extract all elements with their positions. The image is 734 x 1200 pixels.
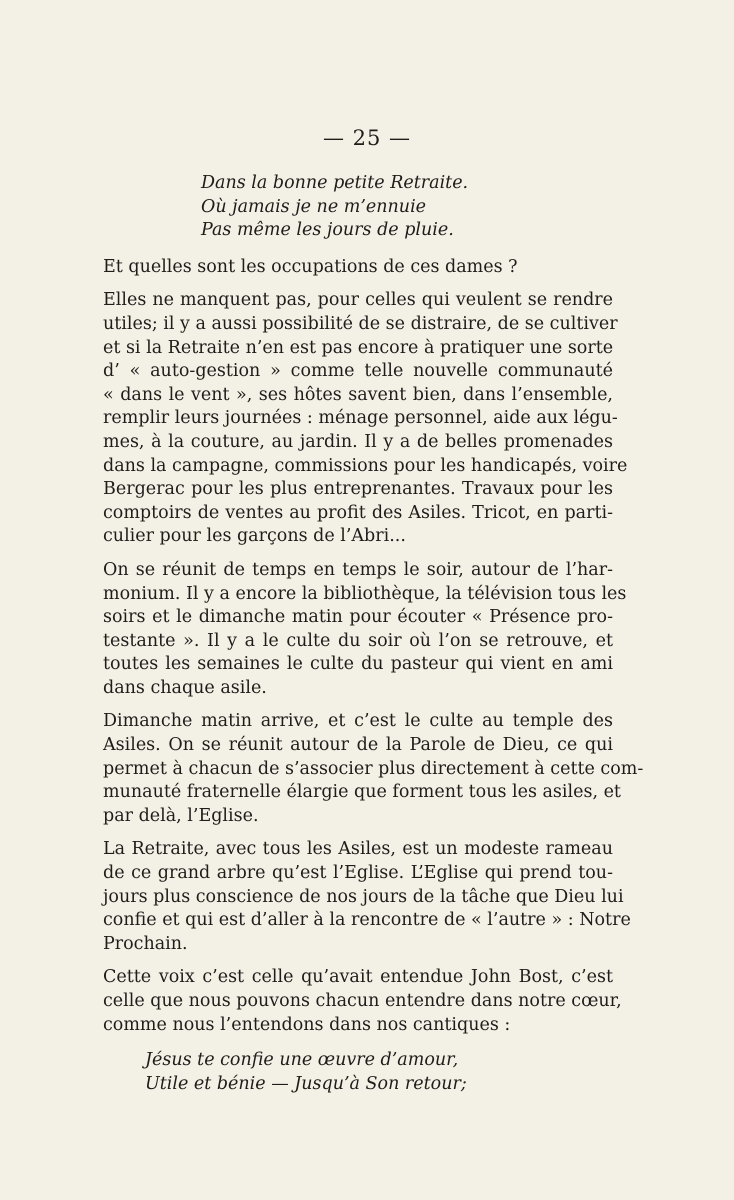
text-line: dans la campagne, commissions pour les handicapés, voire [103,455,628,476]
text-line: utiles; il y a aussi possibilité de se distraire, de se cultiver [103,313,618,334]
text-line: jours plus conscience de nos jours de la tâche que Dieu lui [103,886,624,907]
text-line: Et quelles sont les occupations de ces dames ? [103,256,518,277]
text-line: munauté fraternelle élargie que forment tous les asiles, et [103,782,621,803]
text-line: et si la Retraite n’en est pas encore à pratiquer une sorte [103,337,614,358]
verse-bottom [103,1049,613,1096]
paragraph [103,966,622,1037]
text-line: soirs et le dimanche matin pour écouter « Présence pro- [103,607,613,628]
paragraph [103,256,613,280]
text-line: toutes les semaines le culte du pasteur qui vient en ami [103,654,613,675]
text-line: La Retraite, avec tous les Asiles, est un modeste rameau [103,839,613,860]
text-line: Cette voix c’est celle qu’avait entendue John Bost, c’est [103,967,613,988]
text-line: permet à chacun de s’associer plus directement à cette com- [103,758,644,779]
text-line: Bergerac pour les plus entreprenantes. Travaux pour les [103,479,613,500]
text-line: confie et qui est d’aller à la rencontre de « l’autre » : Notre [103,910,631,931]
text-line: remplir leurs journées : ménage personnel, aide aux légu- [103,408,618,429]
text-line: Elles ne manquent pas, pour celles qui veulent se rendre [103,290,613,311]
verse-top [103,172,613,243]
text-line: par delà, l’Eglise. [103,805,259,826]
text-line: dans chaque asile. [103,677,267,698]
text-line: de ce grand arbre qu’est l’Eglise. L’Eglise qui prend tou- [103,863,613,884]
text-line: comme nous l’entendons dans nos cantiques : [103,1014,511,1035]
text-line: Prochain. [103,933,188,954]
paragraph [103,559,627,701]
text-line: « dans le vent », ses hôtes savent bien, dans l’ensemble, [103,384,613,405]
text-line: Dimanche matin arrive, et c’est le culte au temple des [103,711,613,732]
text-line: celle que nous pouvons chacun entendre dans notre cœur, [103,991,622,1011]
text-line: mes, à la couture, au jardin. Il y a de belles promenades [103,431,613,452]
verse-line: Utile et bénie — Jusqu’à Son retour; [145,1073,467,1094]
page-number: — 25 — [322,126,412,150]
verse-line: Dans la bonne petite Retraite. [201,173,469,193]
text-line: Asiles. On se réunit autour de la Parole de Dieu, ce qui [103,735,613,756]
verse-line: Jésus te confie une œuvre d’amour, [145,1050,459,1071]
text-line: culier pour les garçons de l’Abri... [103,526,406,547]
text-line: comptoirs de ventes au profit des Asiles. Tricot, en parti- [103,502,613,523]
paragraph [103,838,631,956]
body-text [103,172,644,1096]
paragraph [103,289,628,549]
paragraph [103,710,644,828]
text-line: d’ « auto-gestion » comme telle nouvelle communauté [103,361,613,382]
paragraphs [103,256,644,1037]
verse-line: Où jamais je ne m’ennuie [201,196,427,217]
verse-line: Pas même les jours de pluie. [201,220,454,241]
text-line: testante ». Il y a le culte du soir où l’on se retrouve, et [103,630,613,651]
text-line: On se réunit de temps en temps le soir, autour de l’har- [103,559,613,580]
text-line: monium. Il y a encore la bibliothèque, la télévision tous les [103,583,627,604]
